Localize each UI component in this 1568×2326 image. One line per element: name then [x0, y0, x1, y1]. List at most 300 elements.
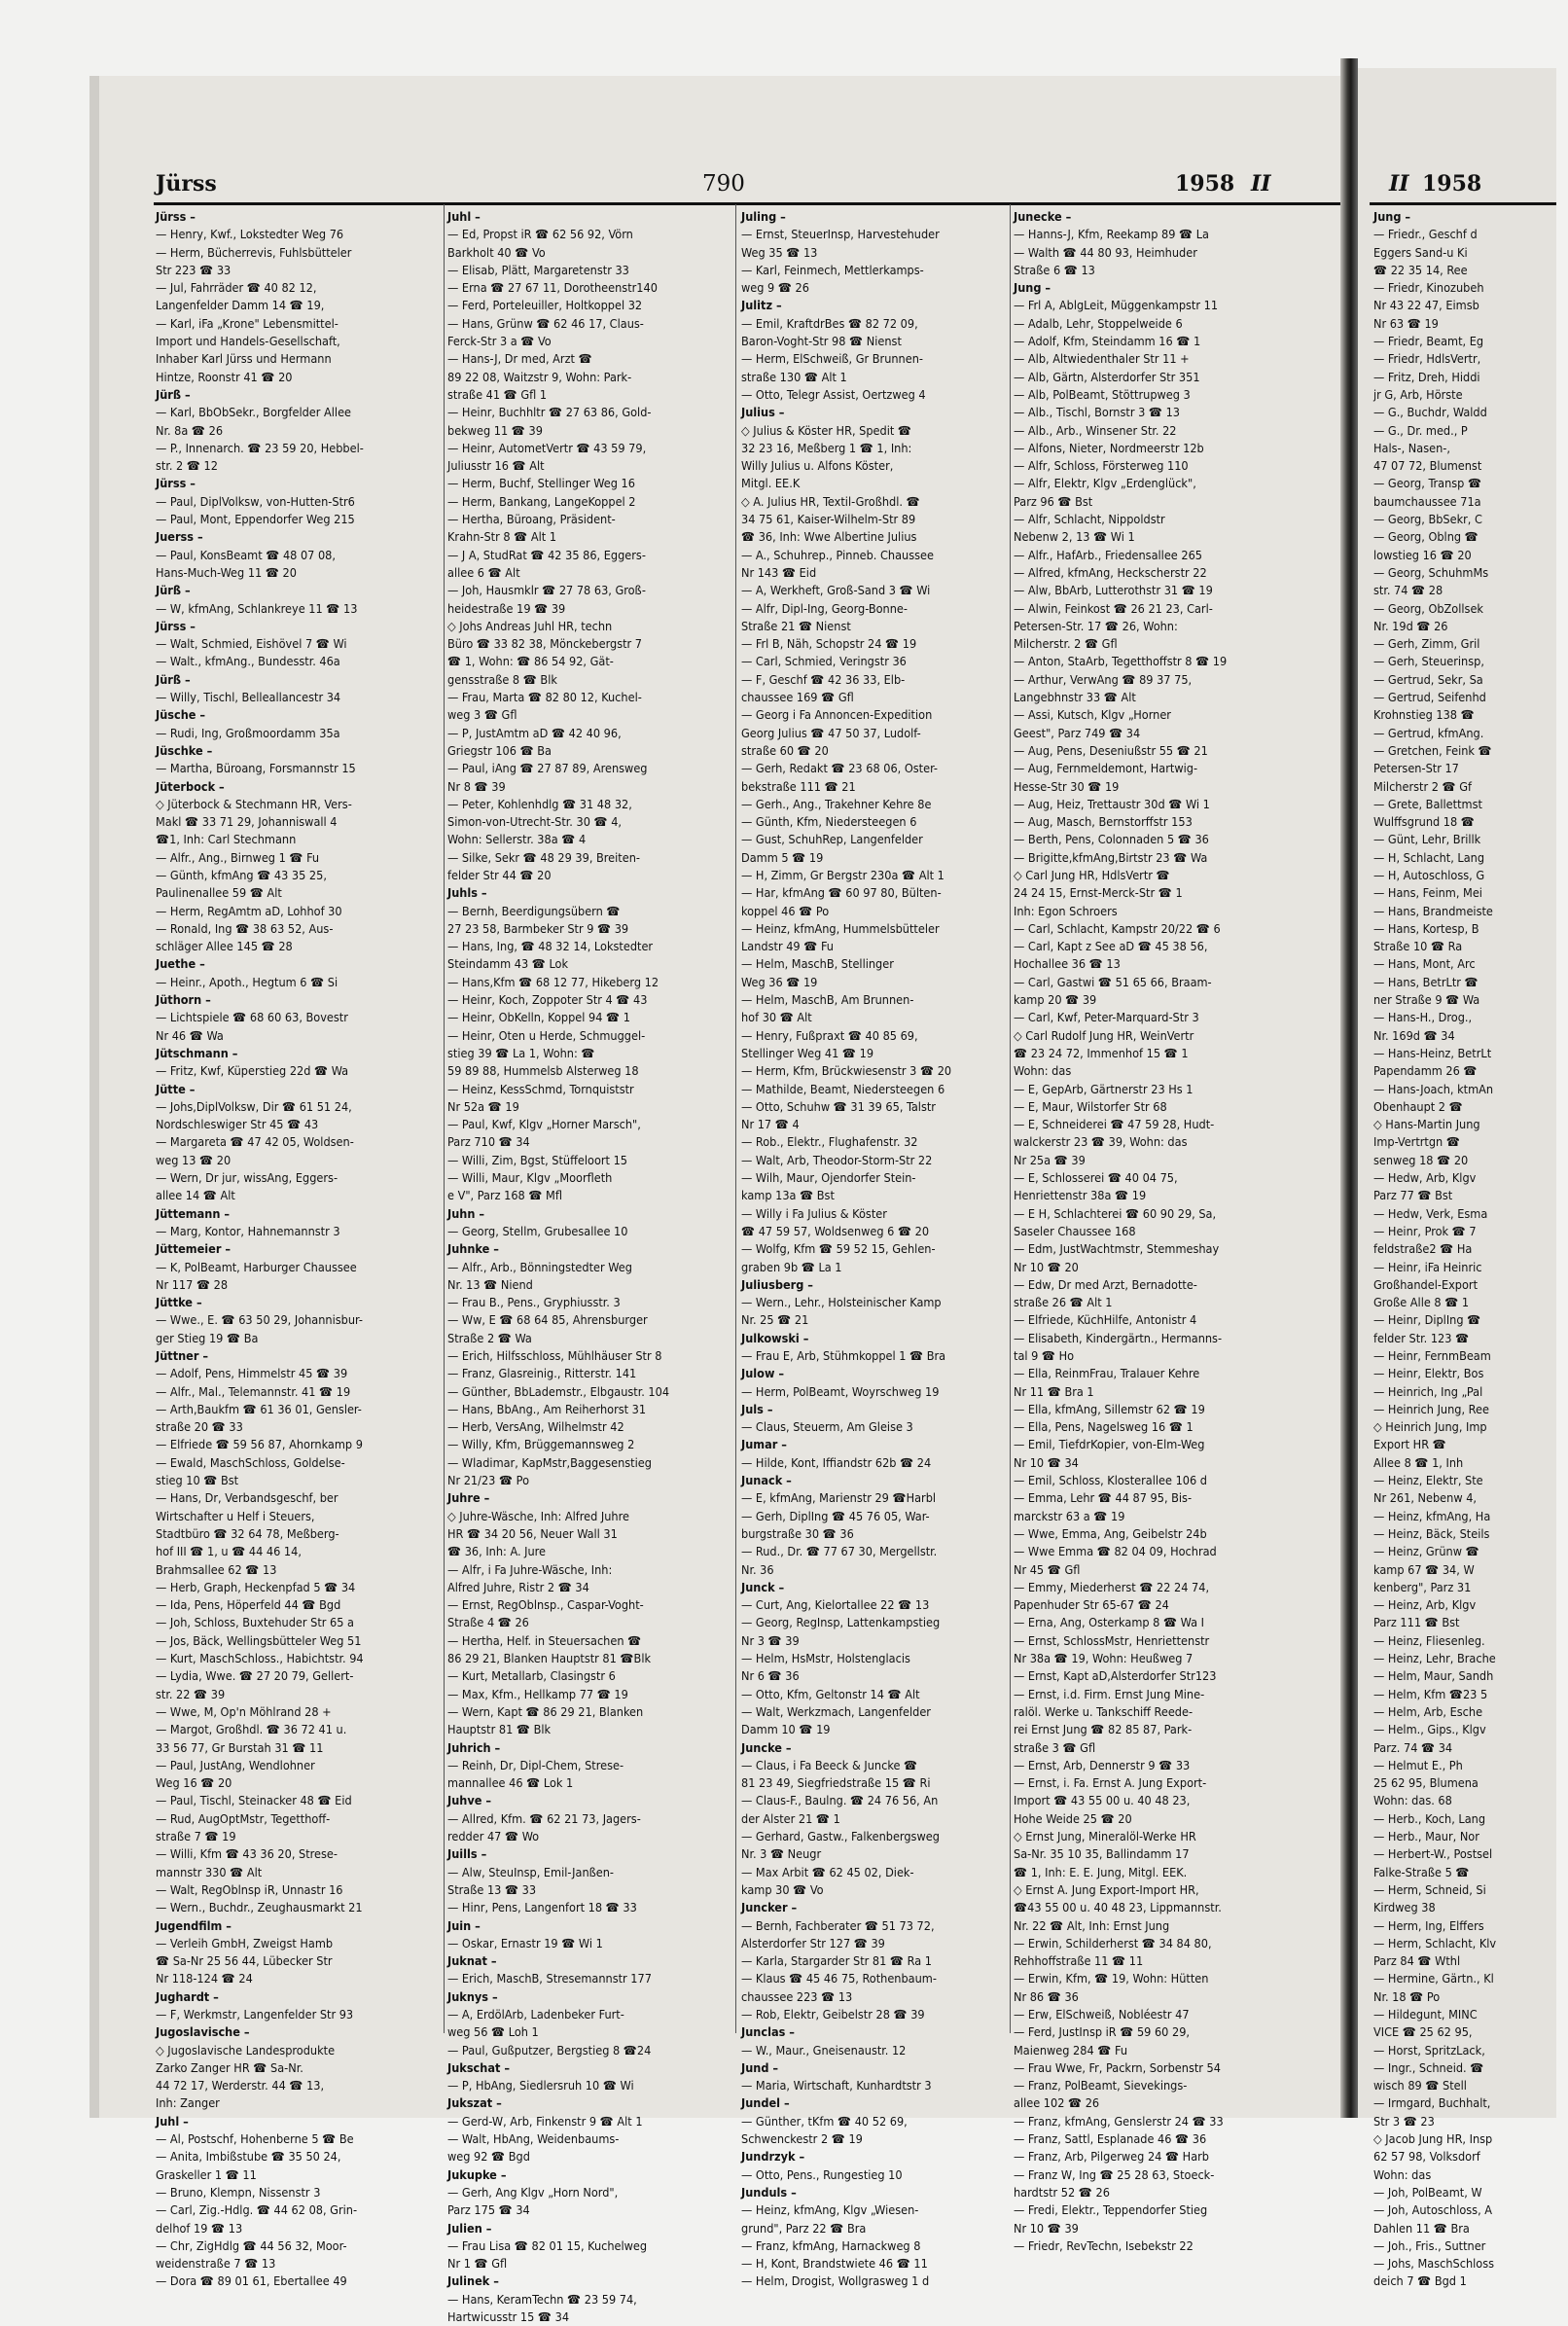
- directory-entry-line: 32 23 16, Meßberg 1 ☎ 1, Inh:: [741, 440, 912, 455]
- directory-entry-line: — Ww, E ☎ 68 64 85, Ahrensburger: [447, 1312, 648, 1328]
- directory-entry-line: ☎ 36, Inh: Wwe Albertine Julius: [741, 529, 917, 545]
- directory-entry-line: allee 102 ☎ 26: [1014, 2095, 1100, 2111]
- surname-heading: Jughardt –: [156, 1988, 219, 2004]
- directory-entry-line: gensstraße 8 ☎ Blk: [447, 671, 557, 687]
- directory-entry-line: Zarko Zanger HR ☎ Sa-Nr.: [156, 2059, 303, 2075]
- directory-entry-line: kamp 67 ☎ 34, W: [1373, 1561, 1475, 1577]
- directory-entry-line: — Franz, Arb, Pilgerweg 24 ☎ Harb: [1014, 2149, 1209, 2165]
- surname-heading: Jüschke –: [156, 742, 213, 758]
- directory-entry-line: — Max, Kfm., Hellkamp 77 ☎ 19: [447, 1686, 628, 1701]
- directory-entry-line: ◇ Ernst Jung, Mineralöl-Werke HR: [1014, 1829, 1196, 1844]
- directory-entry-line: — Alfons, Nieter, Nordmeerstr 12b: [1014, 440, 1204, 455]
- directory-entry-line: — E, kfmAng, Marienstr 29 ☎Harbl: [741, 1490, 937, 1506]
- directory-entry-line: — Paul, Tischl, Steinacker 48 ☎ Eid: [156, 1793, 352, 1808]
- directory-entry-line: Ferck-Str 3 a ☎ Vo: [447, 334, 552, 349]
- facing-page-column: [1373, 208, 1568, 2291]
- directory-entry-line: baumchaussee 71a: [1373, 493, 1481, 509]
- directory-entry-line: Hochallee 36 ☎ 13: [1014, 956, 1121, 972]
- directory-entry-line: — Rudi, Ing, Großmoordamm 35a: [156, 725, 340, 740]
- directory-entry-line: — Franz, kfmAng, Harnackweg 8: [741, 2237, 921, 2253]
- directory-entry-line: — Carl, Zig.-Hdlg. ☎ 44 62 08, Grin-: [156, 2202, 358, 2218]
- directory-entry-line: VICE ☎ 25 62 95,: [1373, 2024, 1473, 2040]
- surname-heading: Juknys –: [447, 1988, 498, 2004]
- directory-entry-line: — Georg, BbSekr, C: [1373, 512, 1482, 527]
- directory-entry-line: ◇ Julius & Köster HR, Spedit ☎: [741, 422, 911, 438]
- directory-entry-line: — Wladimar, KapMstr,Baggesenstieg: [447, 1454, 652, 1470]
- surname-heading: Juncker –: [741, 1900, 798, 1915]
- directory-entry-line: — Herm, Bankang, LangeKoppel 2: [447, 493, 636, 509]
- directory-entry-line: — Ernst, SteuerInsp, Harvestehuder: [741, 227, 940, 242]
- directory-entry-line: Nr 3 ☎ 39: [741, 1632, 800, 1648]
- directory-entry-line: — Rob, Elektr, Geibelstr 28 ☎ 39: [741, 2006, 925, 2022]
- directory-entry-line: — Curt, Ang, Kielortallee 22 ☎ 13: [741, 1597, 930, 1613]
- directory-entry-line: Stellinger Weg 41 ☎ 19: [741, 1045, 874, 1060]
- directory-entry-line: — Frau E, Arb, Stühmkoppel 1 ☎ Bra: [741, 1348, 946, 1363]
- directory-entry-line: — Martha, Büroang, Forsmannstr 15: [156, 761, 356, 776]
- directory-entry-line: — Heinr, FernmBeam: [1373, 1348, 1491, 1363]
- directory-entry-line: Nr 43 22 47, Eimsb: [1373, 298, 1479, 313]
- directory-entry-line: — Claus, Steuerm, Am Gleise 3: [741, 1419, 913, 1435]
- directory-entry-line: — Margot, Großhdl. ☎ 36 72 41 u.: [156, 1722, 347, 1737]
- directory-entry-line: Langebhnstr 33 ☎ Alt: [1014, 690, 1136, 705]
- directory-entry-line: Weg 16 ☎ 20: [156, 1775, 232, 1791]
- directory-entry-line: — Erwin, Kfm, ☎ 19, Wohn: Hütten: [1014, 1971, 1209, 1986]
- directory-entry-line: — Anton, StaArb, Tegetthoffstr 8 ☎ 19: [1014, 654, 1228, 669]
- directory-entry-line: walckerstr 23 ☎ 39, Wohn: das: [1014, 1134, 1188, 1150]
- directory-entry-line: ◇ Juhre-Wäsche, Inh: Alfred Juhre: [447, 1508, 629, 1523]
- directory-entry-line: Parz 77 ☎ Bst: [1373, 1188, 1453, 1203]
- directory-entry-line: — Hans-J, Dr med, Arzt ☎: [447, 351, 592, 367]
- directory-entry-line: rei Ernst Jung ☎ 82 85 87, Park-: [1014, 1722, 1193, 1737]
- directory-entry-line: — Gerh, Ang Klgv „Horn Nord",: [447, 2184, 619, 2200]
- directory-entry-line: Nr 17 ☎ 4: [741, 1117, 800, 1132]
- directory-entry-line: — Arthur, VerwAng ☎ 89 37 75,: [1014, 671, 1193, 687]
- surname-heading: Jütschmann –: [156, 1045, 238, 1060]
- directory-entry-line: — Alfr, Dipl-Ing, Georg-Bonne-: [741, 600, 908, 616]
- directory-entry-line: — Alb., Arb., Winsener Str. 22: [1014, 422, 1177, 438]
- directory-entry-line: straße 26 ☎ Alt 1: [1014, 1295, 1113, 1310]
- directory-entry-line: str. 22 ☎ 39: [156, 1686, 226, 1701]
- directory-entry-line: Hals-, Nasen-,: [1373, 440, 1450, 455]
- directory-entry-line: Export HR ☎: [1373, 1437, 1446, 1452]
- directory-entry-line: ◇ Heinrich Jung, Imp: [1373, 1419, 1487, 1435]
- directory-entry-line: — Hans,Kfm ☎ 68 12 77, Hikeberg 12: [447, 974, 659, 989]
- directory-entry-line: Nr. 19d ☎ 26: [1373, 618, 1448, 633]
- directory-entry-line: — F, Werkmstr, Langenfelder Str 93: [156, 2006, 354, 2022]
- directory-entry-line: — Ella, ReinmFrau, Tralauer Kehre: [1014, 1366, 1200, 1381]
- directory-entry-line: — Alfr, Schlacht, Nippoldstr: [1014, 512, 1165, 527]
- directory-entry-line: — Aug, Fernmeldemont, Hartwig-: [1014, 761, 1198, 776]
- surname-heading: Jugoslavische –: [156, 2024, 250, 2040]
- directory-entry-line: Nr 143 ☎ Eid: [741, 564, 817, 580]
- directory-entry-line: Straße 4 ☎ 26: [447, 1615, 529, 1630]
- directory-entry-line: — Walt, RegOblnsp iR, Unnastr 16: [156, 1881, 343, 1897]
- directory-entry-line: Sa-Nr. 35 10 35, Ballindamm 17: [1014, 1846, 1190, 1862]
- directory-entry-line: — Hans-H., Drog.,: [1373, 1010, 1473, 1025]
- directory-entry-line: weg 3 ☎ Gfl: [447, 707, 517, 723]
- directory-entry-line: — Joh, Schloss, Buxtehuder Str 65 a: [156, 1615, 354, 1630]
- directory-entry-line: — E, Schlosserei ☎ 40 04 75,: [1014, 1170, 1178, 1186]
- directory-entry-line: — Helm, Kfm ☎23 5: [1373, 1686, 1488, 1701]
- directory-entry-line: — Heinr, Elektr, Bos: [1373, 1366, 1484, 1381]
- directory-entry-line: — Günt, Lehr, Brillk: [1373, 832, 1481, 847]
- directory-entry-line: — Alfred, kfmAng, Heckscherstr 22: [1014, 564, 1207, 580]
- directory-entry-line: mannallee 46 ☎ Lok 1: [447, 1775, 574, 1791]
- directory-entry-line: — Franz W, Ing ☎ 25 28 63, Stoeck-: [1014, 2166, 1215, 2182]
- directory-entry-line: — Joh, Autoschloss, A: [1373, 2202, 1493, 2218]
- directory-entry-line: Nr. 36: [741, 1561, 774, 1577]
- directory-entry-line: — Gerh, Steuerinsp,: [1373, 654, 1484, 669]
- directory-entry-line: Nr. 169d ☎ 34: [1373, 1027, 1455, 1043]
- directory-entry-line: e V", Parz 168 ☎ Mfl: [447, 1188, 562, 1203]
- directory-entry-line: bekstraße 111 ☎ 21: [741, 778, 856, 794]
- directory-entry-line: Nr 63 ☎ 19: [1373, 315, 1439, 331]
- directory-entry-line: — Hans-Heinz, BetrLt: [1373, 1045, 1492, 1060]
- directory-entry-line: stieg 39 ☎ La 1, Wohn: ☎: [447, 1045, 595, 1060]
- directory-entry-line: Nr 11 ☎ Bra 1: [1014, 1383, 1094, 1399]
- surname-heading: Jüthorn –: [156, 992, 211, 1008]
- next-part: II: [1389, 171, 1409, 197]
- surname-heading: Juhve –: [447, 1793, 492, 1808]
- directory-entry-line: — Alb, PolBeamt, Stöttrupweg 3: [1014, 386, 1191, 402]
- directory-entry-line: straße 20 ☎ 33: [156, 1419, 243, 1435]
- directory-entry-line: — Gerh, Redakt ☎ 23 68 06, Oster-: [741, 761, 939, 776]
- directory-entry-line: — Hertha, Büroang, Präsident-: [447, 512, 616, 527]
- directory-entry-line: ◇ Carl Rudolf Jung HR, WeinVertr: [1014, 1027, 1194, 1043]
- directory-entry-line: — Gretchen, Feink ☎: [1373, 742, 1492, 758]
- directory-entry-line: — Carl, Schmied, Veringstr 36: [741, 654, 907, 669]
- directory-entry-line: — Claus, i Fa Beeck & Juncke ☎: [741, 1757, 918, 1772]
- directory-entry-line: Inh: Zanger: [156, 2095, 220, 2111]
- directory-entry-line: — E, Maur, Wilstorfer Str 68: [1014, 1098, 1167, 1114]
- directory-entry-line: — E, Schneiderei ☎ 47 59 28, Hudt-: [1014, 1117, 1215, 1132]
- directory-entry-line: — Herm, Kfm, Brückwiesenstr 3 ☎ 20: [741, 1063, 952, 1079]
- directory-entry-line: HR ☎ 34 20 56, Neuer Wall 31: [447, 1525, 618, 1541]
- directory-entry-line: 89 22 08, Waitzstr 9, Wohn: Park-: [447, 369, 632, 384]
- directory-entry-line: Wohn: das: [1373, 2166, 1432, 2182]
- directory-entry-line: — Assi, Kutsch, Klgv „Horner: [1014, 707, 1171, 723]
- directory-entry-line: — Ernst, Kapt aD,Alsterdorfer Str123: [1014, 1668, 1217, 1684]
- directory-entry-line: — Erich, MaschB, Stresemannstr 177: [447, 1971, 652, 1986]
- surname-heading: Jung –: [1014, 280, 1051, 296]
- directory-entry-line: — Verleih GmbH, Zweigst Hamb: [156, 1935, 334, 1950]
- directory-entry-line: — Ernst, Arb, Dennerstr 9 ☎ 33: [1014, 1757, 1191, 1772]
- directory-entry-line: — A, ErdölArb, Ladenbeker Furt-: [447, 2006, 624, 2022]
- directory-entry-line: ◇ Ernst A. Jung Export-Import HR,: [1014, 1881, 1199, 1897]
- directory-entry-line: Nr 10 ☎ 34: [1014, 1454, 1079, 1470]
- surname-heading: Jüsche –: [156, 707, 206, 723]
- directory-entry-line: Langenfelder Damm 14 ☎ 19,: [156, 298, 325, 313]
- directory-entry-line: Nr 86 ☎ 36: [1014, 1988, 1079, 2004]
- directory-entry-line: — Friedr, RevTechn, Isebekstr 22: [1014, 2237, 1194, 2253]
- directory-entry-line: — Silke, Sekr ☎ 48 29 39, Breiten-: [447, 849, 640, 865]
- directory-entry-line: — Carl, Schlacht, Kampstr 20/22 ☎ 6: [1014, 920, 1221, 936]
- directory-entry-line: — Herm, Ing, Elffers: [1373, 1917, 1484, 1933]
- directory-entry-line: — A., Schuhrep., Pinneb. Chaussee: [741, 547, 934, 562]
- directory-entry-line: Paulinenallee 59 ☎ Alt: [156, 885, 282, 901]
- directory-entry-line: — Chr, ZigHdlg ☎ 44 56 32, Moor-: [156, 2237, 347, 2253]
- directory-entry-line: — Hans, Dr, Verbandsgeschf, ber: [156, 1490, 339, 1506]
- directory-entry-line: kamp 13a ☎ Bst: [741, 1188, 835, 1203]
- directory-entry-line: — Alfr., Ang., Birnweg 1 ☎ Fu: [156, 849, 320, 865]
- directory-entry-line: Milcherstr. 2 ☎ Gfl: [1014, 636, 1118, 652]
- directory-entry-line: — Bernh, Fachberater ☎ 51 73 72,: [741, 1917, 935, 1933]
- directory-entry-line: Nebenw 2, 13 ☎ Wi 1: [1014, 529, 1135, 545]
- directory-entry-line: — Otto, Kfm, Geltonstr 14 ☎ Alt: [741, 1686, 920, 1701]
- surname-heading: Juhl –: [156, 2113, 189, 2129]
- surname-heading: Juhls –: [447, 885, 487, 901]
- directory-entry-line: 44 72 17, Werderstr. 44 ☎ 13,: [156, 2078, 325, 2093]
- directory-entry-line: Nr. 25 ☎ 21: [741, 1312, 809, 1328]
- directory-entry-line: Straße 21 ☎ Nienst: [741, 618, 851, 633]
- directory-entry-line: Geest", Parz 749 ☎ 34: [1014, 725, 1141, 740]
- directory-entry-line: — Hans, BbAng., Am Reiherhorst 31: [447, 1401, 647, 1416]
- directory-entry-line: — Wern, Kapt ☎ 86 29 21, Blanken: [447, 1703, 644, 1719]
- directory-entry-line: — Hertha, Helf. in Steuersachen ☎: [447, 1632, 642, 1648]
- directory-entry-line: — Allred, Kfm. ☎ 62 21 73, Jagers-: [447, 1810, 641, 1826]
- directory-entry-line: Nr 25a ☎ 39: [1014, 1152, 1086, 1167]
- directory-entry-line: — Henry, Kwf., Lokstedter Weg 76: [156, 227, 344, 242]
- directory-entry-line: Große Alle 8 ☎ 1: [1373, 1295, 1470, 1310]
- directory-entry-line: feldstraße2 ☎ Ha: [1373, 1241, 1473, 1257]
- directory-entry-line: 59 89 88, Hummelsb Alsterweg 18: [447, 1063, 639, 1079]
- directory-entry-line: — Günth, Kfm, Niedersteegen 6: [741, 814, 917, 830]
- directory-entry-line: chaussee 169 ☎ Gfl: [741, 690, 854, 705]
- surname-heading: Julkowski –: [741, 1330, 809, 1345]
- directory-entry-line: — Herm, PolBeamt, Woyrschweg 19: [741, 1383, 940, 1399]
- directory-entry-line: 62 57 98, Volksdorf: [1373, 2149, 1480, 2165]
- directory-entry-line: — Carl, Gastwi ☎ 51 65 66, Braam-: [1014, 974, 1212, 989]
- directory-entry-line: Straße 6 ☎ 13: [1014, 262, 1095, 277]
- directory-entry-line: — Heinr, DiplIng ☎: [1373, 1312, 1481, 1328]
- directory-entry-line: — Friedr, HdlsVertr,: [1373, 351, 1481, 367]
- directory-entry-line: — Wilh, Maur, Ojendorfer Stein-: [741, 1170, 916, 1186]
- directory-entry-line: Str 223 ☎ 33: [156, 262, 232, 277]
- directory-entry-line: — W., Maur., Gneisenaustr. 12: [741, 2042, 907, 2058]
- directory-entry-line: ◇ Jugoslavische Landesprodukte: [156, 2042, 336, 2058]
- directory-entry-line: — Gerh., Ang., Trakehner Kehre 8e: [741, 796, 932, 811]
- directory-entry-line: Nr. 3 ☎ Neugr: [741, 1846, 822, 1862]
- directory-entry-line: — Ingr., Schneid. ☎: [1373, 2059, 1484, 2075]
- directory-entry-line: — Wern., Buchdr., Zeughausmarkt 21: [156, 1900, 363, 1915]
- directory-entry-line: — Karl, Feinmech, Mettlerkamps-: [741, 262, 924, 277]
- directory-entry-line: — F, Geschf ☎ 42 36 33, Elb-: [741, 671, 906, 687]
- directory-entry-line: — Edw, Dr med Arzt, Bernadotte-: [1014, 1276, 1197, 1292]
- column-2: [447, 208, 731, 2325]
- directory-entry-line: — Emil, Schloss, Klosterallee 106 d: [1014, 1473, 1207, 1488]
- surname-heading: Juhre –: [447, 1490, 490, 1506]
- directory-entry-line: — Gertrud, Seifenhd: [1373, 690, 1486, 705]
- directory-entry-line: — Berth, Pens, Colonnaden 5 ☎ 36: [1014, 832, 1209, 847]
- directory-entry-line: Wohn: das. 68: [1373, 1793, 1452, 1808]
- surname-heading: Jüterbock –: [156, 778, 225, 794]
- directory-entry-line: hof 30 ☎ Alt: [741, 1010, 812, 1025]
- directory-entry-line: — Alfr, Elektr, Klgv „Erdenglück",: [1014, 476, 1196, 491]
- directory-entry-line: — K, PolBeamt, Harburger Chaussee: [156, 1259, 357, 1274]
- surname-heading: Jüttner –: [156, 1348, 209, 1363]
- directory-entry-line: ◇ Carl Jung HR, HdlsVertr ☎: [1014, 867, 1170, 882]
- directory-entry-line: — Herm, ElSchweiß, Gr Brunnen-: [741, 351, 923, 367]
- directory-entry-line: — Paul, KonsBeamt ☎ 48 07 08,: [156, 547, 336, 562]
- directory-entry-line: — Georg, Transp ☎: [1373, 476, 1482, 491]
- directory-entry-line: Krohnstieg 138 ☎: [1373, 707, 1475, 723]
- directory-entry-line: — Walt, Schmied, Eishövel 7 ☎ Wi: [156, 636, 347, 652]
- directory-entry-line: — Helm, MaschB, Am Brunnen-: [741, 992, 914, 1008]
- directory-entry-line: — Hanns-J, Kfm, Reekamp 89 ☎ La: [1014, 227, 1209, 242]
- directory-entry-line: — Gerh, DiplIng ☎ 45 76 05, War-: [741, 1508, 930, 1523]
- surname-heading: Juhn –: [447, 1205, 485, 1221]
- directory-entry-line: — Günth, kfmAng ☎ 43 35 25,: [156, 867, 327, 882]
- directory-entry-line: — Herm, Schlacht, Klv: [1373, 1935, 1497, 1950]
- directory-entry-line: straße 41 ☎ Gfl 1: [447, 386, 548, 402]
- directory-entry-line: str. 2 ☎ 12: [156, 458, 218, 474]
- directory-entry-line: Nr 38a ☎ 19, Wohn: Heußweg 7: [1014, 1651, 1194, 1666]
- directory-entry-line: Saseler Chaussee 168: [1014, 1223, 1136, 1238]
- directory-entry-line: — Ernst, RegOblnsp., Caspar-Voght-: [447, 1597, 644, 1613]
- directory-entry-line: Baron-Voght-Str 98 ☎ Nienst: [741, 334, 902, 349]
- directory-entry-line: — Fredi, Elektr., Teppendorfer Stieg: [1014, 2202, 1208, 2218]
- directory-entry-line: straße 60 ☎ 20: [741, 742, 829, 758]
- directory-entry-line: — Irmgard, Buchhalt,: [1373, 2095, 1491, 2111]
- directory-entry-line: — Heinz, kfmAng, Klgv „Wiesen-: [741, 2202, 919, 2218]
- surname-heading: Junclas –: [741, 2024, 795, 2040]
- directory-entry-line: — Ronald, Ing ☎ 38 63 52, Aus-: [156, 920, 334, 936]
- directory-entry-line: — Heinrich, Ing „Pal: [1373, 1383, 1483, 1399]
- directory-entry-line: straße 7 ☎ 19: [156, 1829, 236, 1844]
- directory-entry-line: lowstieg 16 ☎ 20: [1373, 547, 1472, 562]
- directory-entry-line: 34 75 61, Kaiser-Wilhelm-Str 89: [741, 512, 916, 527]
- directory-entry-line: weidenstraße 7 ☎ 13: [156, 2256, 276, 2272]
- directory-entry-line: burgstraße 30 ☎ 36: [741, 1525, 854, 1541]
- directory-entry-line: — Heinrich Jung, Ree: [1373, 1401, 1489, 1416]
- directory-entry-line: Nr. 18 ☎ Po: [1373, 1988, 1441, 2004]
- directory-entry-line: Hesse-Str 30 ☎ 19: [1014, 778, 1120, 794]
- directory-entry-line: bekweg 11 ☎ 39: [447, 422, 543, 438]
- directory-entry-line: Nr 45 ☎ Gfl: [1014, 1561, 1081, 1577]
- surname-heading: Junack –: [741, 1473, 792, 1488]
- directory-entry-line: — Walt, Werkzmach, Langenfelder: [741, 1703, 931, 1719]
- directory-entry-line: — Grete, Ballettmst: [1373, 796, 1482, 811]
- directory-entry-line: — Johs,DiplVolksw, Dir ☎ 61 51 24,: [156, 1098, 352, 1114]
- directory-entry-line: — Bruno, Klempn, Nissenstr 3: [156, 2184, 321, 2200]
- directory-entry-line: — Friedr, Beamt, Eg: [1373, 334, 1484, 349]
- directory-entry-line: — Brigitte,kfmAng,Birtstr 23 ☎ Wa: [1014, 849, 1208, 865]
- surname-heading: Juncke –: [741, 1739, 792, 1755]
- surname-heading: Junduls –: [741, 2184, 797, 2200]
- directory-entry-line: — Hedw, Verk, Esma: [1373, 1205, 1488, 1221]
- directory-entry-line: — Ella, Pens, Nagelsweg 16 ☎ 1: [1014, 1419, 1194, 1435]
- directory-entry-line: ner Straße 9 ☎ Wa: [1373, 992, 1480, 1008]
- directory-entry-line: — Frau Wwe, Fr, Packrn, Sorbenstr 54: [1014, 2059, 1221, 2075]
- directory-entry-line: — Maria, Wirtschaft, Kunhardtstr 3: [741, 2078, 932, 2093]
- directory-entry-line: — Jul, Fahrräder ☎ 40 82 12,: [156, 280, 317, 296]
- directory-entry-line: — Marg, Kontor, Hahnemannstr 3: [156, 1223, 340, 1238]
- directory-entry-line: Falke-Straße 5 ☎: [1373, 1864, 1470, 1879]
- directory-entry-line: ☎ 47 59 57, Woldsenweg 6 ☎ 20: [741, 1223, 930, 1238]
- directory-entry-line: — Wwe, M, Op'n Möhlrand 28 +: [156, 1703, 332, 1719]
- surname-heading: Juills –: [447, 1846, 487, 1862]
- directory-entry-line: — Helm, MaschB, Stellinger: [741, 956, 894, 972]
- directory-entry-line: ◇ Jüterbock & Stechmann HR, Vers-: [156, 796, 352, 811]
- directory-entry-line: — H, Zimm, Gr Bergstr 230a ☎ Alt 1: [741, 867, 944, 882]
- directory-entry-line: — Helm, Arb, Esche: [1373, 1703, 1483, 1719]
- directory-entry-line: — Helm, HsMstr, Holstenglacis: [741, 1651, 910, 1666]
- directory-entry-line: — Ed, Propst iR ☎ 62 56 92, Vörn: [447, 227, 633, 242]
- directory-entry-line: — Willi, Maur, Klgv „Moorfleth: [447, 1170, 613, 1186]
- directory-entry-line: marckstr 63 a ☎ 19: [1014, 1508, 1125, 1523]
- directory-entry-line: — Gust, SchuhRep, Langenfelder: [741, 832, 923, 847]
- directory-entry-line: — Helm, Drogist, Wollgrasweg 1 d: [741, 2273, 930, 2289]
- directory-entry-line: — Karl, BbObSekr., Borgfelder Allee: [156, 405, 352, 420]
- directory-entry-line: — Heinr, iFa Heinric: [1373, 1259, 1482, 1274]
- directory-entry-line: Parz 111 ☎ Bst: [1373, 1615, 1460, 1630]
- directory-entry-line: — Alfr., Arb., Bönningstedter Weg: [447, 1259, 632, 1274]
- directory-entry-line: — Elfriede, KüchHilfe, Antonistr 4: [1014, 1312, 1197, 1328]
- surname-heading: Julien –: [447, 2220, 492, 2236]
- surname-heading: Jukschat –: [447, 2059, 511, 2075]
- surname-heading: Junecke –: [1014, 209, 1072, 224]
- directory-entry-line: Wohn: Sellerstr. 38a ☎ 4: [447, 832, 587, 847]
- directory-entry-line: — Horst, SpritzLack,: [1373, 2042, 1485, 2058]
- directory-entry-line: — Wwe, Emma, Ang, Geibelstr 24b: [1014, 1525, 1207, 1541]
- surname-heading: Juknat –: [447, 1953, 497, 1969]
- directory-entry-line: — Fritz, Dreh, Hiddi: [1373, 369, 1480, 384]
- directory-entry-line: — Emma, Lehr ☎ 44 87 95, Bis-: [1014, 1490, 1193, 1506]
- directory-entry-line: Juliusstr 16 ☎ Alt: [447, 458, 545, 474]
- directory-entry-line: — Heinr, Buchhltr ☎ 27 63 86, Gold-: [447, 405, 652, 420]
- directory-entry-line: — Walt., kfmAng., Bundesstr. 46a: [156, 654, 340, 669]
- directory-entry-line: — Hans-Joach, ktmAn: [1373, 1081, 1494, 1096]
- directory-entry-line: senweg 18 ☎ 20: [1373, 1152, 1469, 1167]
- directory-entry-line: 47 07 72, Blumenst: [1373, 458, 1482, 474]
- directory-entry-line: Großhandel-Export: [1373, 1276, 1479, 1292]
- directory-entry-line: — Rud, AugOptMstr, Tegetthoff-: [156, 1810, 331, 1826]
- directory-entry-line: — Willi, Zim, Bgst, Stüffeloort 15: [447, 1152, 628, 1167]
- directory-entry-line: — Adalb, Lehr, Stoppelweide 6: [1014, 315, 1183, 331]
- directory-entry-line: ☎ 36, Inh: A. Jure: [447, 1544, 547, 1559]
- directory-entry-line: — Karla, Stargarder Str 81 ☎ Ra 1: [741, 1953, 932, 1969]
- directory-entry-line: — Rud., Dr. ☎ 77 67 30, Mergellstr.: [741, 1544, 938, 1559]
- directory-entry-line: — Frl B, Näh, Schopstr 24 ☎ 19: [741, 636, 917, 652]
- directory-entry-line: — Hildegunt, MINC: [1373, 2006, 1478, 2022]
- directory-entry-line: allee 14 ☎ Alt: [156, 1188, 235, 1203]
- directory-entry-line: — Alb, Gärtn, Alsterdorfer Str 351: [1014, 369, 1200, 384]
- directory-entry-line: — Max Arbit ☎ 62 45 02, Diek-: [741, 1864, 914, 1879]
- directory-entry-line: Maienweg 284 ☎ Fu: [1014, 2042, 1127, 2058]
- directory-entry-line: mannstr 330 ☎ Alt: [156, 1864, 263, 1879]
- directory-entry-line: — Jos, Bäck, Wellingsbütteler Weg 51: [156, 1632, 362, 1648]
- directory-entry-line: — Heinz, Grünw ☎: [1373, 1544, 1479, 1559]
- directory-entry-line: — E, GepArb, Gärtnerstr 23 Hs 1: [1014, 1081, 1194, 1096]
- directory-entry-line: felder Str 44 ☎ 20: [447, 867, 552, 882]
- directory-entry-line: — Margareta ☎ 47 42 05, Woldsen-: [156, 1134, 354, 1150]
- directory-entry-line: koppel 46 ☎ Po: [741, 903, 830, 918]
- directory-entry-line: Stadtbüro ☎ 32 64 78, Meßberg-: [156, 1525, 339, 1541]
- directory-entry-line: — Alfr., HafArb., Friedensallee 265: [1014, 547, 1202, 562]
- directory-entry-line: Parz 96 ☎ Bst: [1014, 493, 1093, 509]
- directory-entry-line: Simon-von-Utrecht-Str. 30 ☎ 4,: [447, 814, 623, 830]
- directory-entry-line: — Georg, ObZollsek: [1373, 600, 1483, 616]
- directory-entry-line: Petersen-Str. 17 ☎ 26, Wohn:: [1014, 618, 1178, 633]
- directory-entry-line: — Erna ☎ 27 67 11, Dorotheenstr140: [447, 280, 658, 296]
- directory-entry-line: — Arth,Baukfm ☎ 61 36 01, Gensler-: [156, 1401, 362, 1416]
- directory-entry-line: — Hedw, Arb, Klgv: [1373, 1170, 1477, 1186]
- directory-entry-line: ralöl. Werke u. Tankschiff Reede-: [1014, 1703, 1194, 1719]
- directory-entry-line: — Otto, Telegr Assist, Oertzweg 4: [741, 386, 926, 402]
- next-year: 1958: [1422, 171, 1482, 197]
- directory-entry-line: — Henry, Fußpraxt ☎ 40 85 69,: [741, 1027, 918, 1043]
- directory-entry-line: — E H, Schlachterei ☎ 60 90 29, Sa,: [1014, 1205, 1217, 1221]
